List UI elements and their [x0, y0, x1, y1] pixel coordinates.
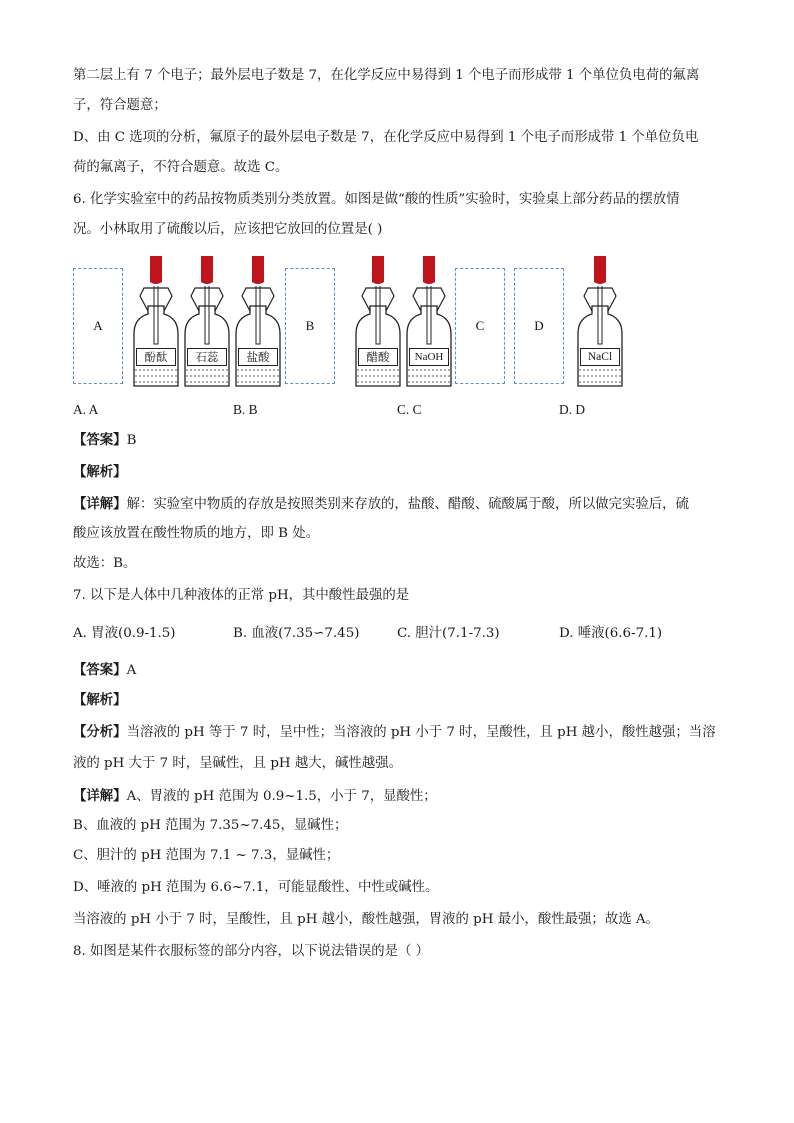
analysis-label: 【分析】 [73, 724, 127, 740]
reagent-bottle [574, 256, 626, 388]
dropper-bottle-icon [403, 256, 455, 388]
bottle-label: 石蕊 [187, 348, 227, 366]
option-c: C. C [397, 402, 422, 417]
q7-analysis [73, 722, 733, 743]
question-8-text: 8. 如图是某件衣服标签的部分内容，以下说法错误的是（ ） [73, 944, 430, 959]
text-line: 第二层上有 7 个电子；最外层电子数是 7，在化学反应中易得到 1 个电子而形成带 1 个单位负电荷的氟离 [73, 68, 700, 83]
q6-answer [73, 430, 733, 451]
text-line: D、唾液的 pH 范围为 6.6~7.1，可能显酸性、中性或碱性。 [73, 880, 439, 895]
detail-tag: 【详解】 [73, 788, 127, 804]
option-d: D. D [559, 402, 586, 417]
reagent-bottle [403, 256, 455, 388]
position-c-box: C [455, 268, 505, 384]
position-a-box: A [73, 268, 123, 384]
analysis-tag: 【解析】 [73, 464, 127, 480]
option-c: C. 胆汁(7.1-7.3) [397, 626, 500, 641]
detail-text: A、胃液的 pH 范围为 0.9~1.5，小于 7，显酸性； [126, 789, 437, 804]
reagent-shelf-figure [72, 256, 572, 388]
dropper-bottle-icon [232, 256, 284, 388]
bottle-label: 酚酞 [136, 348, 176, 366]
reagent-bottle [181, 256, 233, 388]
bottle-label: NaOH [409, 348, 449, 366]
answer-value: B [126, 433, 137, 448]
text-line: 液的 pH 大于 7 时，呈碱性，且 pH 越大，碱性越强。 [73, 756, 402, 771]
option-b: B. B [233, 402, 258, 417]
question-7-text: 7. 以下是人体中几种液体的正常 pH，其中酸性最强的是 [73, 588, 410, 603]
option-a: A. 胃液(0.9-1.5) [73, 626, 176, 641]
bottle-label: NaCl [580, 348, 620, 366]
position-d-box: D [514, 268, 564, 384]
position-b-box: B [285, 268, 335, 384]
text-line: 荷的氟离子，不符合题意。故选 C。 [73, 160, 289, 175]
detail-tag: 【详解】 [73, 496, 127, 512]
option-d: D. 唾液(6.6-7.1) [559, 626, 663, 641]
reagent-bottle [352, 256, 404, 388]
q7-detail [73, 786, 733, 807]
dropper-bottle-icon [352, 256, 404, 388]
answer-tag: 【答案】 [73, 432, 127, 448]
answer-tag: 【答案】 [73, 662, 127, 678]
question-6-text: 6. 化学实验室中的药品按物质类别分类放置。如图是做“酸的性质”实验时，实验桌上部分药品的摆放情 [73, 192, 680, 207]
text-line: 子，符合题意； [73, 98, 167, 113]
bottle-label: 盐酸 [238, 348, 278, 366]
text-line: B、血液的 pH 范围为 7.35~7.45，显碱性； [73, 818, 348, 833]
q7-analysis-tag [73, 690, 733, 711]
q7-answer [73, 660, 733, 681]
text-line: 故选：B。 [73, 556, 137, 571]
dropper-bottle-icon [181, 256, 233, 388]
option-b: B. 血液(7.35∽7.45) [233, 626, 360, 641]
detail-text: 解：实验室中物质的存放是按照类别来存放的，盐酸、醋酸、硫酸属于酸，所以做完实验后，硫 [126, 497, 689, 512]
analysis-text: 当溶液的 pH 等于 7 时，呈中性；当溶液的 pH 小于 7 时，呈酸性，且 pH 越小，酸性越强；当溶 [126, 725, 716, 740]
text-line: D、由 C 选项的分析，氟原子的最外层电子数是 7，在化学反应中易得到 1 个电子而形成带 1 个单位负电 [73, 130, 699, 145]
text-line: 当溶液的 pH 小于 7 时，呈酸性，且 pH 越小，酸性越强，胃液的 pH 最小，酸性最强；故选 A。 [73, 912, 659, 927]
analysis-tag: 【解析】 [73, 692, 127, 708]
reagent-bottle [232, 256, 284, 388]
option-a: A. A [73, 402, 99, 417]
q6-analysis-tag [73, 462, 733, 483]
question-6-text: 况。小林取用了硫酸以后，应该把它放回的位置是( ) [73, 222, 383, 237]
q6-detail [73, 494, 733, 515]
bottle-label: 醋酸 [358, 348, 398, 366]
text-line: 酸应该放置在酸性物质的地方，即 B 处。 [73, 526, 319, 541]
answer-value: A [126, 663, 137, 678]
dropper-bottle-icon [130, 256, 182, 388]
text-line: C、胆汁的 pH 范围为 7.1 ~ 7.3，显碱性； [73, 848, 340, 863]
dropper-bottle-icon [574, 256, 626, 388]
reagent-bottle [130, 256, 182, 388]
